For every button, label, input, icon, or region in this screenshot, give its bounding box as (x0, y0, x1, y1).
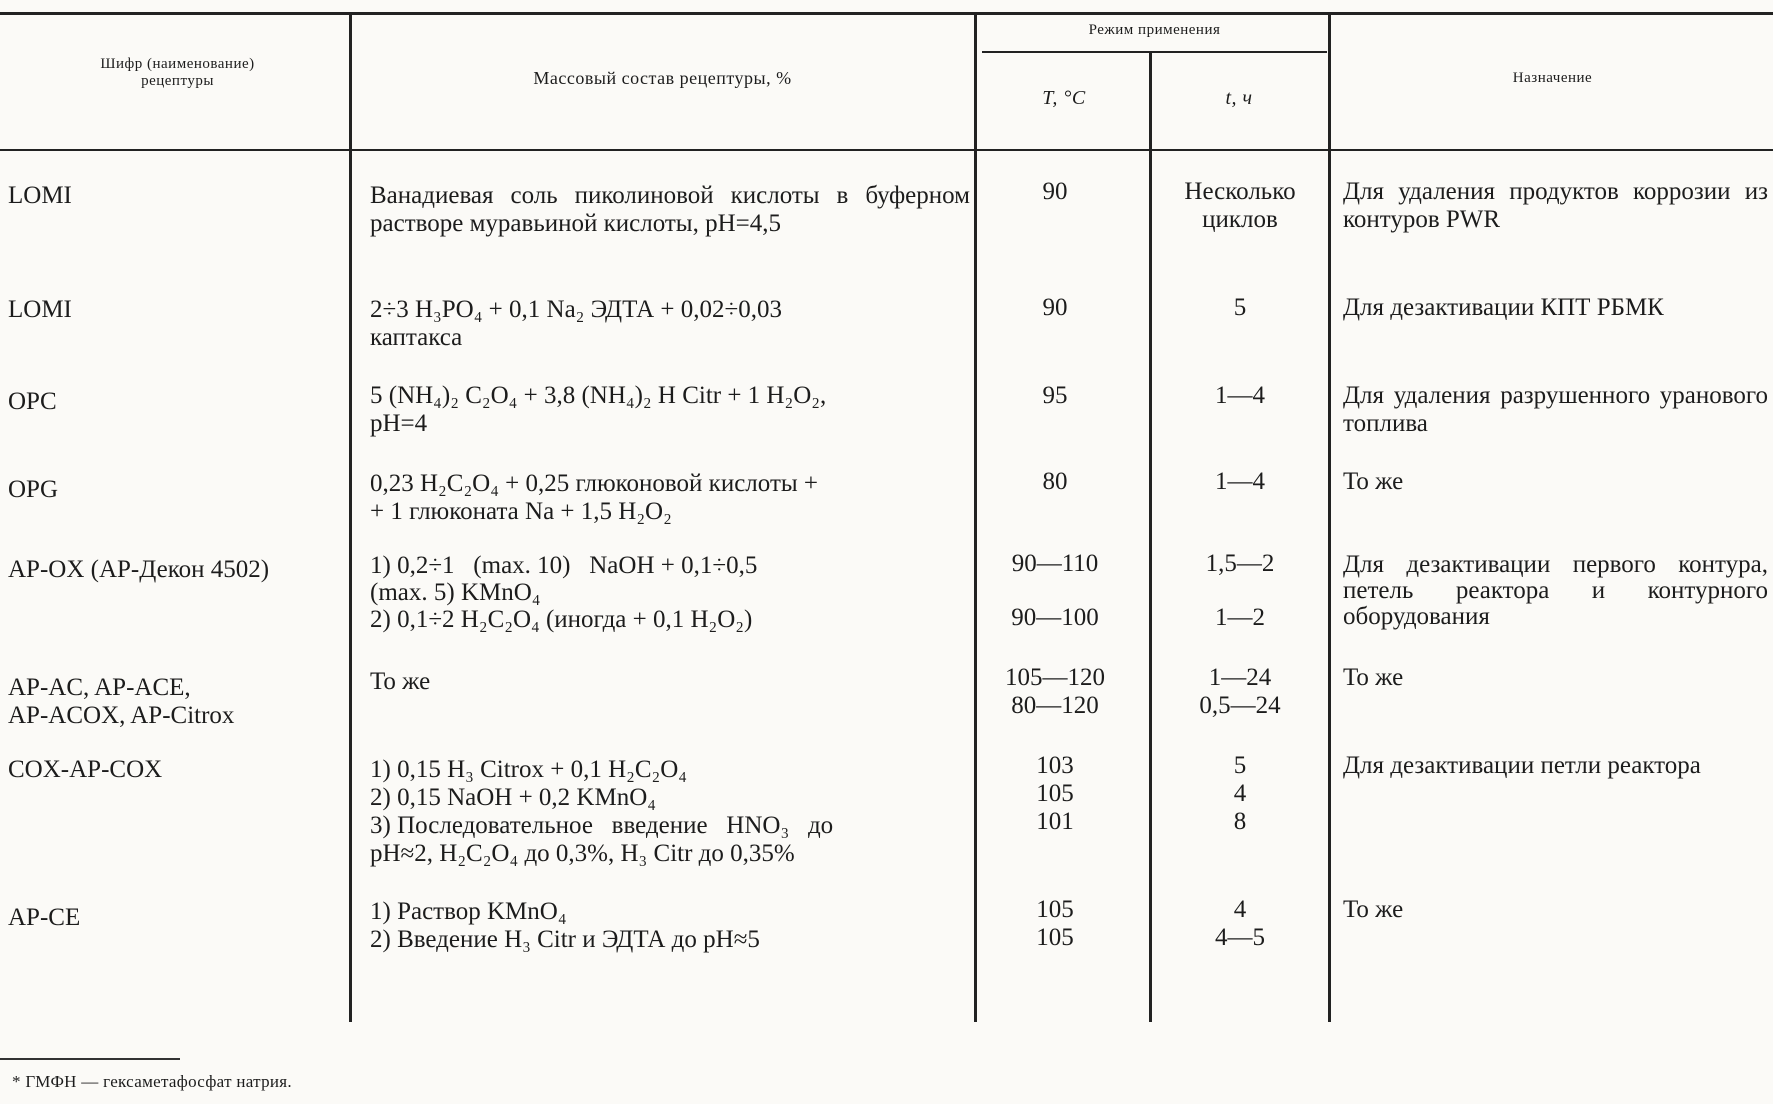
row-1-temperature: 90 (1042, 178, 1068, 205)
header-time: t, ч (1225, 87, 1253, 109)
row-6-time: 1—24 0,5—24 (1199, 664, 1281, 719)
row-4-time: 1—4 (1215, 468, 1265, 495)
row-8-purpose: То же (1343, 896, 1404, 923)
row-1-purpose: Для удаления продуктов коррозии из контуров PWR (1343, 178, 1768, 233)
row-2-composition: 2÷3 H₃PO₄ + 0,1 Na₂ ЭДТА + 0,02÷0,03 каптакса (370, 296, 782, 351)
row-4-composition: 0,23 H₂C₂O₄ + 0,25 глюконовой кислоты + + 1 глюконата Na + 1,5 H₂O₂ (370, 470, 819, 525)
row-2-time: 5 (1233, 294, 1247, 321)
column-divider-1 (349, 12, 352, 1022)
row-2-temperature: 90 (1042, 294, 1068, 321)
row-3-name: OPC (8, 388, 57, 415)
row-3-time: 1—4 (1215, 382, 1265, 409)
row-8-time: 4 4—5 (1215, 896, 1265, 951)
row-2-purpose: Для дезактивации КПТ РБМК (1343, 294, 1664, 321)
row-7-temperature: 103 105 101 (1036, 752, 1074, 835)
row-6-temperature: 105—120 80—120 (1005, 664, 1105, 719)
row-8-name: AP-CE (8, 904, 81, 931)
row-2-name: LOMI (8, 296, 72, 323)
column-divider-4 (1328, 12, 1331, 1022)
row-7-composition: 1) 0,15 H₃ Citrox + 0,1 H₂C₂O₄ 2) 0,15 NaOH + 0,2 KMnO₄ 3) Последовательное введение HNO₃ до pH≈2, H₂C₂O₄ до 0,3%, H₃ Citr до 0,35% (370, 756, 834, 867)
row-4-name: OPG (8, 476, 59, 503)
row-8-composition: 1) Раствор KMnO₄ 2) Введение H₃ Citr и ЭДТА до pH≈5 (370, 898, 760, 953)
row-1-time: Несколько циклов (1184, 178, 1296, 233)
header-purpose: Назначение (1512, 70, 1593, 86)
row-6-name: AP-AC, AP-ACE, AP-ACOX, AP-Citrox (8, 674, 235, 729)
row-5-name: AP-OX (AP-Декон 4502) (8, 556, 270, 583)
header-composition: Массовый состав рецептуры, % (533, 68, 792, 88)
row-3-purpose: Для удаления разрушенного уранового топлива (1343, 382, 1768, 437)
row-6-purpose: То же (1343, 664, 1404, 691)
header-cipher-line-1: Шифр (наименование) (100, 56, 255, 72)
row-1-composition: Ванадиевая соль пиколиновой кислоты в буферном растворе муравьиной кислоты, pH=4,5 (370, 182, 970, 237)
row-8-temperature: 105 105 (1036, 896, 1074, 951)
footnote: * ГМФН — гексаметафосфат натрия. (12, 1072, 292, 1091)
row-1-name: LOMI (8, 182, 72, 209)
row-5-composition: 1) 0,2÷1 (max. 10) NaOH + 0,1÷0,5 (max. 5) KMnO₄ 2) 0,1÷2 H₂C₂O₄ (иногда + 0,1 H₂O₂) (370, 552, 758, 633)
footnote-rule (0, 1058, 180, 1060)
column-divider-3 (1149, 53, 1152, 1022)
row-3-temperature: 95 (1042, 382, 1068, 409)
row-7-name: COX-AP-COX (8, 756, 163, 783)
row-6-composition: То же (370, 668, 431, 695)
column-divider-2 (974, 12, 977, 1022)
row-5-time: 1,5—2 1—2 (1205, 550, 1275, 631)
row-3-composition: 5 (NH₄)₂ C₂O₄ + 3,8 (NH₄)₂ H Citr + 1 H₂O₂, pH=4 (370, 382, 827, 437)
header-cipher (10, 56, 345, 90)
row-5-temperature: 90—110 90—100 (1011, 550, 1099, 631)
row-7-time: 5 4 8 (1233, 752, 1247, 835)
header-temperature: T, °C (1042, 87, 1086, 109)
row-4-temperature: 80 (1042, 468, 1068, 495)
row-5-purpose: Для дезактивации первого контура, петель реактора и контурного оборудования (1343, 551, 1768, 630)
header-mode: Режим применения (1088, 22, 1221, 38)
mode-header-rule (982, 51, 1327, 53)
table-top-rule (0, 12, 1773, 15)
row-4-purpose: То же (1343, 468, 1404, 495)
header-bottom-rule (0, 149, 1773, 151)
header-cipher-line-2: рецептуры (141, 73, 214, 89)
row-7-purpose: Для дезактивации петли реактора (1343, 752, 1701, 779)
